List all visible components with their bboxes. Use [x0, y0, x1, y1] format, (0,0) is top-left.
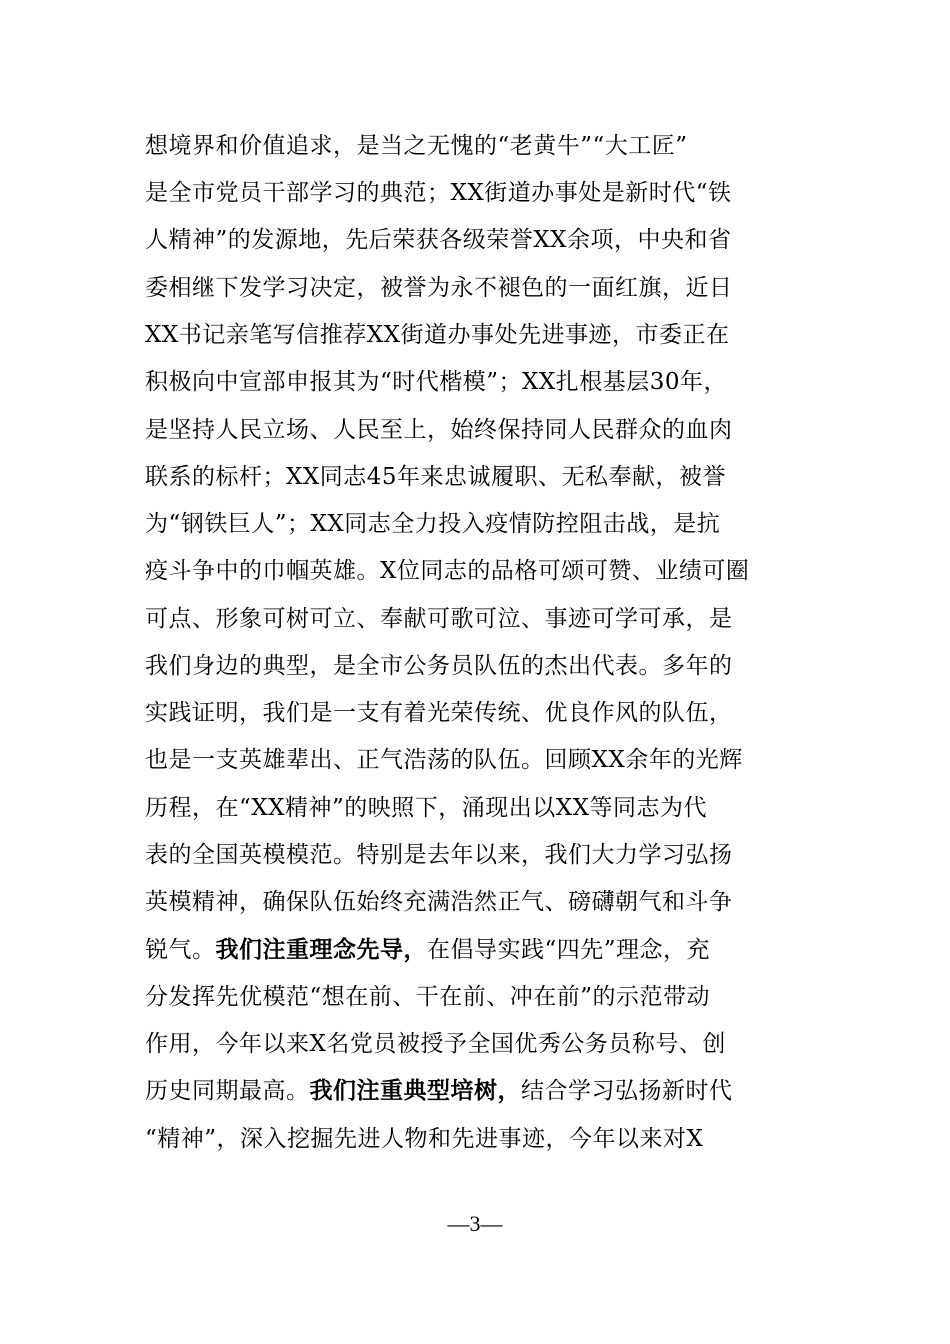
line-text-before: 历史同期最高。 — [145, 1078, 310, 1104]
body-text-line: 我们身边的典型，是全市公务员队伍的杰出代表。多年的 — [145, 653, 733, 679]
body-text-line: XX书记亲笔写信推荐XX街道办事处先进事迹，市委正在 — [145, 322, 730, 348]
body-text-line: 委相继下发学习决定，被誉为永不褪色的一面红旗，近日 — [145, 275, 733, 301]
body-text-line-with-bold — [145, 932, 810, 968]
body-text-line: 积极向中宣部申报其为“时代楷模”；XX扎根基层30年， — [145, 369, 728, 395]
line-text-before: 锐气。 — [145, 937, 216, 963]
body-text-line: 是全市党员干部学习的典范；XX街道办事处是新时代“铁 — [145, 180, 732, 206]
body-text-line: 联系的标杆；XX同志45年来忠诚履职、无私奉献，被誉 — [145, 464, 727, 490]
body-text-line: “精神”，深入挖掘先进人物和先进事迹，今年以来对X — [145, 1126, 704, 1152]
body-text-line: 也是一支英雄辈出、正气浩荡的队伍。回顾XX余年的光辉 — [145, 747, 743, 773]
body-text-line: 想境界和价值追求，是当之无愧的“老黄牛”“大工匠” — [145, 133, 688, 159]
body-text-line: 表的全国英模模范。特别是去年以来，我们大力学习弘扬 — [145, 842, 733, 868]
body-text-line: 分发挥先优模范“想在前、干在前、冲在前”的示范带动 — [145, 984, 711, 1010]
body-text-line-with-bold — [145, 1073, 810, 1109]
body-text-line: 可点、形象可树可立、奉献可歌可泣、事迹可学可承，是 — [145, 606, 733, 632]
page-number: —3— — [447, 1211, 503, 1236]
body-text-line: 实践证明，我们是一支有着光荣传统、优良作风的队伍， — [145, 700, 733, 726]
line-text-after: 结合学习弘扬新时代 — [521, 1078, 733, 1104]
body-text-line: 历程，在“XX精神”的映照下，涌现出以XX等同志为代 — [145, 795, 708, 821]
body-text-line: 作用，今年以来X名党员被授予全国优秀公务员称号、创 — [145, 1031, 726, 1057]
line-text-after: 在倡导实践“四先”理念，充 — [427, 937, 711, 963]
body-text-line: 英模精神，确保队伍始终充满浩然正气、磅礴朝气和斗争 — [145, 889, 733, 915]
body-text-line: 是坚持人民立场、人民至上，始终保持同人民群众的血肉 — [145, 417, 733, 443]
body-text-line: 人精神”的发源地，先后荣获各级荣誉XX余项，中央和省 — [145, 227, 732, 253]
bold-heading: 我们注重典型培树， — [309, 1077, 521, 1104]
bold-heading: 我们注重理念先导， — [215, 936, 427, 963]
body-text-line: 疫斗争中的巾帼英雄。X位同志的品格可颂可赞、业绩可圈 — [145, 558, 750, 584]
body-text-line: 为“钢铁巨人”；XX同志全力投入疫情防控阻击战，是抗 — [145, 511, 721, 537]
